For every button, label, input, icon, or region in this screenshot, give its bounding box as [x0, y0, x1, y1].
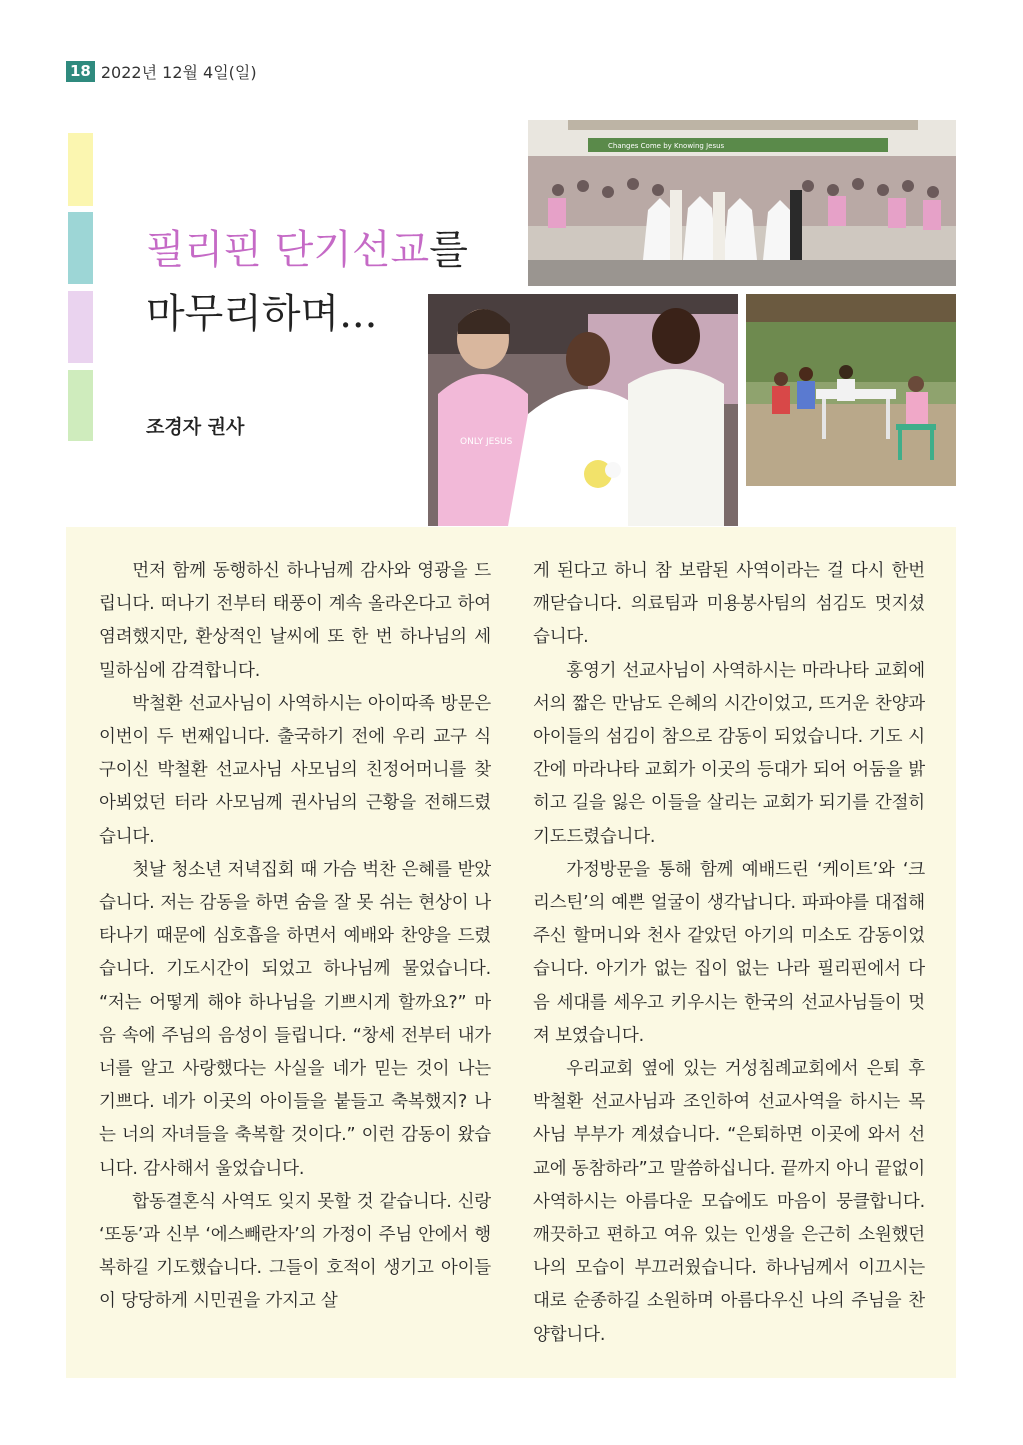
- photo-bride-groom: [428, 294, 738, 526]
- article-body: [66, 527, 956, 1378]
- paragraph: 박철환 선교사님이 사역하시는 아이따족 방문은 이번이 두 번째입니다. 출국하기 전에 우리 교구 식구이신 박철환 선교사님 사모님의 친정어머니를 찾아뵈었던 터라 사모님께 권사님의 근황을 전해드렸습니다.: [99, 693, 491, 847]
- page-header: [66, 60, 257, 82]
- decor-bar-lavender: [68, 291, 93, 363]
- article-title: [146, 218, 468, 346]
- issue-date: 2022년 12월 4일(일): [100, 62, 257, 82]
- decor-bar-yellow: [68, 133, 93, 206]
- paragraph: 합동결혼식 사역도 잊지 못할 것 같습니다. 신랑 ‘또동’과 신부 ‘에스빼란자’의 가정이 주님 안에서 행복하길 기도했습니다. 그들이 호적이 생기고 아이들이 당당하게 시민권을 가지고 살: [99, 1191, 491, 1312]
- article-author: 조경자 권사: [146, 416, 245, 438]
- decor-bar-green: [68, 370, 93, 441]
- title-suffix: 를: [429, 227, 468, 273]
- paragraph: 먼저 함께 동행하신 하나님께 감사와 영광을 드립니다. 떠나기 전부터 태풍이 계속 올라온다고 하여 염려했지만, 환상적인 날씨에 또 한 번 하나님의 세밀하심에 감격합니다.: [99, 561, 491, 681]
- article-column-left: [99, 555, 491, 1319]
- shirt-text: ONLY JESUS: [460, 437, 513, 447]
- article-column-right: [533, 555, 925, 1352]
- photo-medical-service: [746, 294, 956, 486]
- decor-bar-teal: [68, 212, 93, 284]
- paragraph: 우리교회 옆에 있는 거성침례교회에서 은퇴 후 박철환 선교사님과 조인하여 선교사역을 하시는 목사님 부부가 계셨습니다. “은퇴하면 이곳에 와서 선교에 동참하라”고 말씀하십니다. 끝까지 아니 끝없이 사역하시는 아름다운 모습에도 마음이 뭉클합니다. 깨끗하고 편하고 여유 있는 인생을 은근히 소원했던 나의 모습이 부끄러웠습니다. 하나님께서 이끄시는 대로 순종하길 소원하며 아름다우신 나의 주님을 찬양합니다.: [533, 1059, 925, 1345]
- photo-wedding-hall: [528, 120, 956, 286]
- paragraph: 가정방문을 통해 함께 예배드린 ‘케이트’와 ‘크리스틴’의 예쁜 얼굴이 생각납니다. 파파야를 대접해 주신 할머니와 천사 같았던 아기의 미소도 감동이었습니다. 아기가 없는 집이 없는 나라 필리핀에서 다음 세대를 세우고 키우시는 한국의 선교사님들이 멋져 보였습니다.: [533, 859, 925, 1046]
- paragraph-continuation: 게 된다고 하니 참 보람된 사역이라는 걸 다시 한번 깨닫습니다. 의료팀과 미용봉사팀의 섬김도 멋지셨습니다.: [533, 561, 925, 648]
- paragraph: 첫날 청소년 저녁집회 때 가슴 벅찬 은혜를 받았습니다. 저는 감동을 하면 숨을 잘 못 쉬는 현상이 나타나기 때문에 심호흡을 하면서 예배와 찬양을 드렸습니다. 기도시간이 되었고 하나님께 물었습니다. “저는 어떻게 해야 하나님을 기쁘시게 할까요?” 마음 속에 주님의 음성이 들립니다. “창세 전부터 내가 너를 알고 사랑했다는 사실을 네가 믿는 것이 나는 기쁘다. 네가 이곳의 아이들을 붙들고 축복했지? 나는 너의 자녀들을 축복할 것이다.” 이런 감동이 왔습니다. 감사해서 울었습니다.: [99, 859, 491, 1179]
- title-line2: 마무리하며...: [146, 291, 378, 337]
- banner-text: Changes Come by Knowing Jesus: [608, 142, 725, 150]
- page-number: 18: [66, 61, 95, 82]
- paragraph: 홍영기 선교사님이 사역하시는 마라나타 교회에서의 짧은 만남도 은혜의 시간이었고, 뜨거운 찬양과 아이들의 섬김이 참으로 감동이 되었습니다. 기도 시간에 마라나타 교회가 이곳의 등대가 되어 어둠을 밝히고 길을 잃은 이들을 살리는 교회가 되기를 간절히 기도드렸습니다.: [533, 660, 925, 847]
- title-highlight: 필리핀 단기선교: [146, 227, 430, 273]
